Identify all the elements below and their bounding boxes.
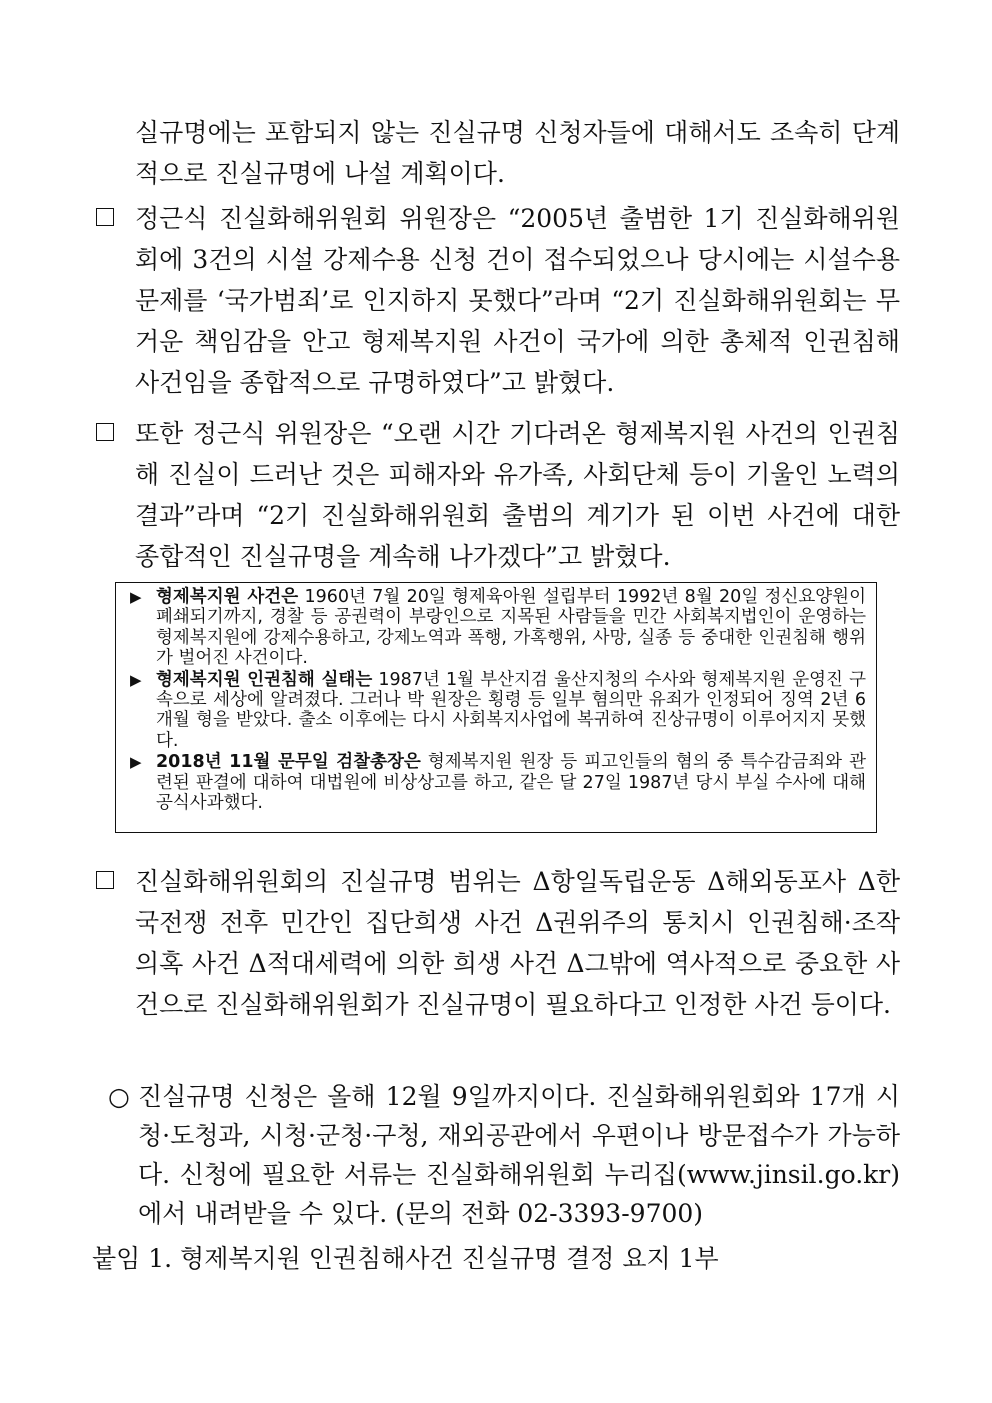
info-item-text: 1960년 7월 20일 형제육아원 설립부터 1992년 8월 20일 정신요양원이 폐쇄되기까지, 경찰 등 공권력이 부랑인으로 지목된 사람들을 민간 사회복지법인이 운영하는 형제복지원에 강제수용하고, 강제노역과 폭행, 가혹행위, 사망, 실종 등 중대한 인권침해 행위가 벌어진 사건이다. <box>156 587 866 669</box>
info-item-lead: 형제복지원 인권침해 실태는 <box>156 669 373 690</box>
triangle-right-icon: ▶ <box>130 670 142 689</box>
checkbox-bullet-icon <box>96 423 114 441</box>
attachment-line <box>92 1239 719 1278</box>
paragraph-text: 진실화해위원회의 진실규명 범위는 Δ항일독립운동 Δ해외동포사 Δ한국전쟁 전후 민간인 집단희생 사건 Δ권위주의 통치시 인권침해·조작 의혹 사건 Δ적대세력에 의한 희생 사건 Δ그밖에 역사적으로 중요한 사건으로 진실화해위원회가 진실규명이 필요하다고 인정한 사건 등이다. <box>135 867 900 1019</box>
sub-note-application <box>108 1077 900 1233</box>
paragraph-scope <box>88 861 900 1025</box>
info-item <box>126 752 866 813</box>
info-item-lead: 2018년 11월 문무일 검찰총장은 <box>156 752 421 773</box>
circle-bullet-icon: ○ <box>108 1082 130 1111</box>
info-box <box>115 582 877 833</box>
info-item-lead: 형제복지원 사건은 <box>156 587 299 607</box>
paragraph-text: 또한 정근식 위원장은 “오랜 시간 기다려온 형제복지원 사건의 인권침해 진실이 드러난 것은 피해자와 유가족, 사회단체 등이 기울인 노력의 결과”라며 “2기 진실화해위원회 출범의 계기가 된 이번 사건에 대한 종합적인 진실규명을 계속해 나가겠다”고 밝혔다. <box>135 419 900 571</box>
triangle-right-icon: ▶ <box>130 753 142 772</box>
paragraph-text: 정근식 진실화해위원회 위원장은 “2005년 출범한 1기 진실화해위원회에 3건의 시설 강제수용 신청 건이 접수되었으나 당시에는 시설수용 문제를 ‘국가범죄’로 인지하지 못했다”라며 “2기 진실화해위원회는 무거운 책임감을 안고 형제복지원 사건이 국가에 의한 총체적 인권침해 사건임을 종합적으로 규명하였다”고 밝혔다. <box>135 204 900 397</box>
info-item-text: 1987년 1월 부산지검 울산지청의 수사와 형제복지원 운영진 구속으로 세상에 알려졌다. 그러나 박 원장은 횡령 등 일부 혐의만 유죄가 인정되어 징역 2년 6개월 형을 받았다. 출소 이후에는 다시 사회복지사업에 복귀하여 진상규명이 이루어지지 못했다. <box>156 669 866 751</box>
paragraph-chairman-statement-2 <box>88 413 900 577</box>
intro-text: 실규명에는 포함되지 않는 진실규명 신청자들에 대해서도 조속히 단계적으로 진실규명에 나설 계획이다. <box>135 118 900 188</box>
checkbox-bullet-icon <box>96 871 114 889</box>
checkbox-bullet-icon <box>96 208 114 226</box>
sub-note-text: 진실규명 신청은 올해 12월 9일까지이다. 진실화해위원회와 17개 시청·도청과, 시청·군청·구청, 재외공관에서 우편이나 방문접수가 가능하다. 신청에 필요한 서류는 진실화해위원회 누리집(www.jinsil.go.kr)에서 내려받을 수 있다. (문의 전화 02-3393-9700) <box>138 1082 900 1228</box>
intro-paragraph <box>135 112 900 194</box>
info-item-text: 형제복지원 원장 등 피고인들의 혐의 중 특수감금죄와 관련된 판결에 대하여 대법원에 비상상고를 하고, 같은 달 27일 1987년 당시 부실 수사에 대해 공식사과했다. <box>156 752 866 814</box>
info-item <box>126 670 866 752</box>
triangle-right-icon: ▶ <box>130 588 142 606</box>
paragraph-chairman-statement-1 <box>88 198 900 403</box>
attachment-text: 붙임 1. 형제복지원 인권침해사건 진실규명 결정 요지 1부 <box>92 1244 719 1273</box>
info-item <box>126 587 866 669</box>
